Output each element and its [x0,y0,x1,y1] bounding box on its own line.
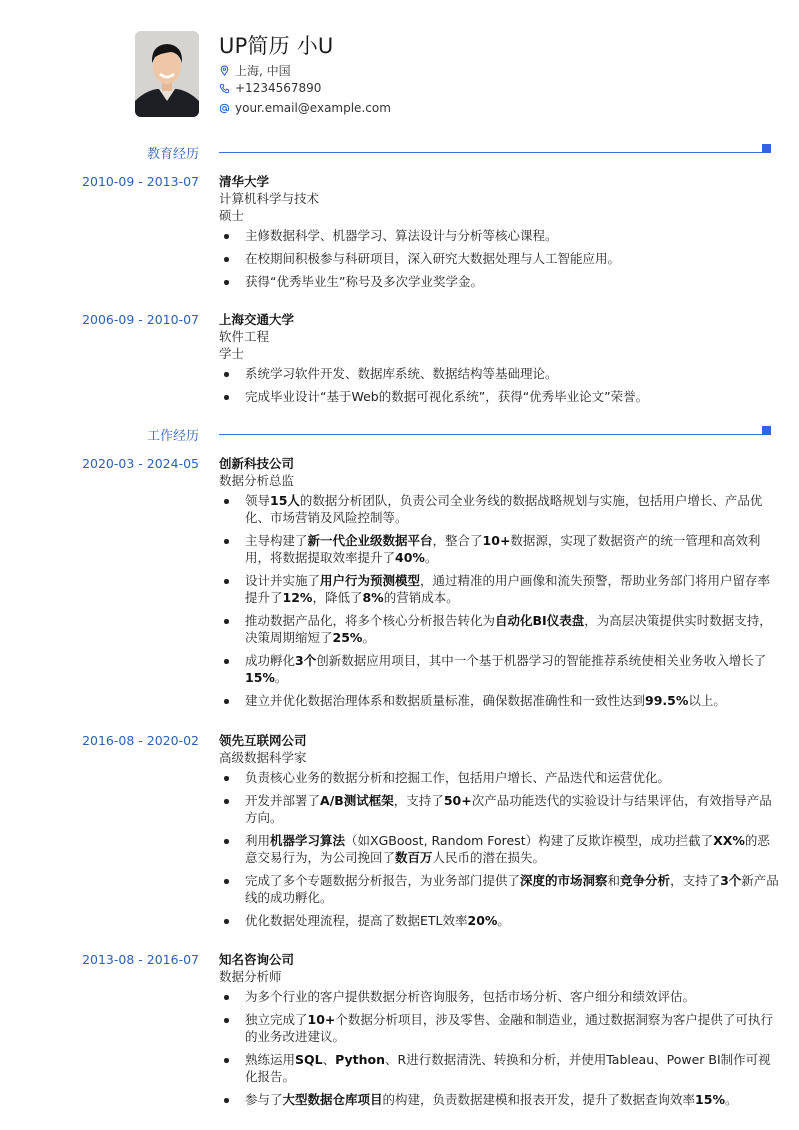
work-entry-3 [219,951,779,1114]
list-item: 优化数据处理流程，提高了数据ETL效率20%。 [219,912,779,929]
work-bullets [219,492,779,709]
avatar-photo [135,31,199,117]
location-text: 上海, 中国 [235,64,291,78]
education-entry-1 [219,173,779,296]
highlight-text: 40% [395,550,425,565]
location-pin-icon [219,65,230,77]
work-date-3: 2013-08 - 2016-07 [82,952,199,967]
highlight-text: A/B测试框架 [320,793,394,808]
list-item: 主导构建了新一代企业级数据平台，整合了10+数据源，实现了数据资产的统一管理和高效利用，将数据提取效率提升了40%。 [219,532,779,566]
major: 软件工程 [219,329,270,344]
at-icon [219,102,230,114]
highlight-text: 新一代企业级数据平台 [307,533,433,548]
education-date-2: 2006-09 - 2010-07 [82,312,199,327]
degree: 学士 [219,346,245,361]
contact-email [219,101,391,115]
list-item: 利用机器学习算法（如XGBoost, Random Forest）构建了反欺诈模型，成功拦截了XX%的恶意交易行为，为公司挽回了数百万人民币的潜在损失。 [219,832,779,866]
highlight-text: 大型数据仓库项目 [282,1092,383,1107]
work-date-1: 2020-03 - 2024-05 [82,456,199,471]
highlight-text: 竞争分析 [620,873,671,888]
education-entry-2 [219,311,779,411]
highlight-text: 15% [695,1092,725,1107]
highlight-text: 数百万 [395,850,433,865]
highlight-text: 10+ [307,1012,336,1027]
highlight-text: XX% [713,833,745,848]
list-item: 领导15人的数据分析团队，负责公司全业务线的数据战略规划与实施，包括用户增长、产品优化、市场营销及风险控制等。 [219,492,779,526]
list-item: 参与了大型数据仓库项目的构建，负责数据建模和报表开发，提升了数据查询效率15%。 [219,1091,779,1108]
company-name: 领先互联网公司 [219,733,307,748]
phone-text[interactable]: +1234567890 [235,81,322,95]
list-item: 获得“优秀毕业生”称号及多次学业奖学金。 [219,273,779,290]
highlight-text: 99.5% [645,693,689,708]
highlight-text: 50+ [443,793,472,808]
job-title: 高级数据科学家 [219,750,307,765]
section-marker-square [762,426,771,435]
highlight-text: 10+ [482,533,511,548]
highlight-text: 25% [332,630,363,645]
candidate-name: UP简历 小U [219,34,334,58]
section-title-education: 教育经历 [146,147,199,162]
work-date-2: 2016-08 - 2020-02 [82,733,199,748]
highlight-text: Python [335,1052,386,1067]
highlight-text: 机器学习算法 [270,833,346,848]
school-name: 上海交通大学 [219,312,295,327]
work-entry-1 [219,455,779,715]
work-entry-2 [219,732,779,935]
contact-location [219,62,291,79]
highlight-text: SQL [295,1052,323,1067]
highlight-text: 3个 [720,873,742,888]
highlight-text: 自动化BI仪表盘 [495,613,585,628]
list-item: 熟练运用SQL、Python、R进行数据清洗、转换和分析，并使用Tableau、Power BI制作可视化报告。 [219,1051,779,1085]
education-bullets [219,227,779,290]
company-name: 知名咨询公司 [219,952,295,967]
list-item: 负责核心业务的数据分析和挖掘工作，包括用户增长、产品迭代和运营优化。 [219,769,779,786]
highlight-text: 8% [362,590,384,605]
list-item: 成功孵化3个创新数据应用项目，其中一个基于机器学习的智能推荐系统使相关业务收入增长了15%。 [219,652,779,686]
education-bullets [219,365,779,405]
education-date-1: 2010-09 - 2013-07 [82,174,199,189]
list-item: 系统学习软件开发、数据库系统、数据结构等基础理论。 [219,365,779,382]
list-item: 完成了多个专题数据分析报告，为业务部门提供了深度的市场洞察和竞争分析，支持了3个新产品线的成功孵化。 [219,872,779,906]
list-item: 设计并实施了用户行为预测模型，通过精准的用户画像和流失预警，帮助业务部门将用户留存率提升了12%，降低了8%的营销成本。 [219,572,779,606]
school-name: 清华大学 [219,174,270,189]
degree: 硕士 [219,208,245,223]
highlight-text: 20% [467,913,498,928]
contact-phone [219,81,321,95]
highlight-text: 15人 [270,493,300,508]
list-item: 建立并优化数据治理体系和数据质量标准，确保数据准确性和一致性达到99.5%以上。 [219,692,779,709]
job-title: 数据分析总监 [219,473,295,488]
section-divider-education [219,152,762,153]
work-bullets [219,988,779,1108]
highlight-text: 12% [282,590,313,605]
company-name: 创新科技公司 [219,456,295,471]
list-item: 独立完成了10+个数据分析项目，涉及零售、金融和制造业，通过数据洞察为客户提供了可执行的业务改进建议。 [219,1011,779,1045]
work-bullets [219,769,779,929]
list-item: 完成毕业设计“基于Web的数据可视化系统”，获得“优秀毕业论文”荣誉。 [219,388,779,405]
section-marker-square [762,144,771,153]
list-item: 在校期间积极参与科研项目，深入研究大数据处理与人工智能应用。 [219,250,779,267]
section-title-work: 工作经历 [146,429,199,444]
highlight-text: 深度的市场洞察 [520,873,608,888]
highlight-text: 15% [245,670,275,685]
email-text[interactable]: your.email@example.com [235,101,391,115]
list-item: 推动数据产品化，将多个核心分析报告转化为自动化BI仪表盘，为高层决策提供实时数据支持，决策周期缩短了25%。 [219,612,779,646]
list-item: 为多个行业的客户提供数据分析咨询服务，包括市场分析、客户细分和绩效评估。 [219,988,779,1005]
list-item: 开发并部署了A/B测试框架，支持了50+次产品功能迭代的实验设计与结果评估，有效指导产品方向。 [219,792,779,826]
major: 计算机科学与技术 [219,191,320,206]
job-title: 数据分析师 [219,969,282,984]
section-divider-work [219,434,762,435]
list-item: 主修数据科学、机器学习、算法设计与分析等核心课程。 [219,227,779,244]
phone-icon [219,82,230,94]
highlight-text: 用户行为预测模型 [320,573,421,588]
highlight-text: 3个 [295,653,317,668]
